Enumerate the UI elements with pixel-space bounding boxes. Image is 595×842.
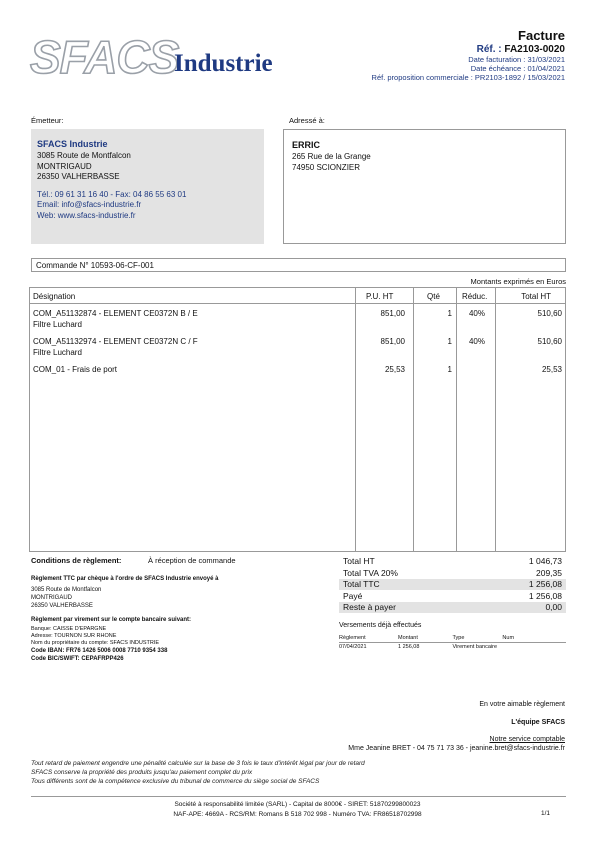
total-value: 209,35 [536,567,562,578]
recipient-address-2: 74950 SCIONZIER [292,162,361,172]
footer-line-2: NAF-APE: 4669A - RCS/RM: Romans B 518 702 998 - Numéro TVA: FR86518702998 [173,811,422,818]
due-date: Date échéance : 01/04/2021 [470,64,565,73]
footer [0,800,595,820]
items-table [29,287,566,552]
conditions-value: À réception de commande [148,556,236,565]
legal-line-2: SFACS conserve la propriété des produits jusqu'au paiement complet du prix [31,769,253,776]
transfer-title: Règlement par virement sur le compte bancaire suivant: [31,617,192,623]
payments-table [339,634,566,651]
payments-header: Num [502,634,566,643]
total-label: Total TVA 20% [343,567,398,578]
legal-line-3: Tous différents sont de la compétence exclusive du tribunal de commerce du siège social de SFACS [31,778,320,785]
invoice-ref [372,44,565,55]
row-designation: COM_A51132874 - ELEMENT CE0372N B / E [33,309,198,318]
total-label: Total HT [343,556,375,566]
row-subtitle: Filtre Luchard [33,320,82,329]
closing-team: L'équipe SFACS [511,719,565,726]
column-divider [413,288,414,551]
header-pu: P.U. HT [366,292,394,301]
header-designation: Désignation [33,292,76,301]
sender-address-3: 26350 VALHERBASSE [37,172,120,181]
company-logo [30,31,290,84]
logo-brand: SFACS [30,31,179,83]
row-pu: 851,00 [380,309,405,318]
row-subtitle: Filtre Luchard [33,348,82,357]
closing-block [348,700,565,753]
table-header [30,288,565,304]
currency-note: Montants exprimés en Euros [470,277,566,286]
paid-row [339,591,566,603]
recipient-box [283,129,566,244]
bank-address: Adresse: TOURNON SUR RHONE [31,633,117,639]
header-qte: Qté [427,292,440,301]
row-qte: 1 [447,365,452,374]
total-tva-row [339,568,566,580]
footer-divider [31,796,566,797]
total-value: 1 046,73 [528,556,562,566]
row-qte: 1 [447,337,452,346]
payments-header: Montant [398,634,452,643]
row-reduc: 40% [468,309,485,318]
conditions-label: Conditions de règlement: [31,556,122,565]
recipient-address-1: 265 Rue de la Grange [292,152,371,161]
cheque-address-1: 3085 Route de Montfalcon [31,587,102,593]
invoice-ref-label: Réf. : [476,44,502,55]
closing-greeting: En votre aimable règlement [479,701,565,708]
total-label: Total TTC [343,579,380,589]
bic: Code BIC/SWIFT: CEPAFRPP426 [31,656,124,662]
closing-service: Notre service comptable [489,736,565,743]
proposal-ref: Réf. proposition commerciale : PR2103-1892 / 15/03/2021 [371,73,565,82]
totals-block [339,556,566,614]
iban: Code IBAN: FR76 1426 5006 0008 7710 9354 338 [31,648,168,654]
legal-line-1: Tout retard de paiement engendre une pénalité calculée sur la base de 3 fois le taux d'intérêt légal par jour de retard [31,760,365,767]
row-pu: 25,53 [384,365,405,374]
invoice-title: Facture [518,28,565,43]
footer-line-1: Société à responsabilité limitée (SARL) - Capital de 8000€ - SIRET: 51870299800023 [174,801,421,808]
sender-name: SFACS Industrie [37,139,108,149]
row-total: 510,60 [537,337,562,346]
invoice-header [372,28,565,82]
header-reduc: Réduc. [462,292,488,301]
payment-amount: 1 256,08 [398,644,420,650]
sender-web[interactable]: Web: www.sfacs-industrie.fr [37,210,136,220]
account-owner: Nom du propriétaire du compte: SFACS INDUSTRIE [31,640,160,646]
payments-made [339,622,566,651]
invoice-date: Date facturation : 31/03/2021 [468,55,565,64]
sender-email[interactable]: Email: info@sfacs-industrie.fr [37,200,142,209]
payment-date: 07/04/2021 [339,644,367,650]
invoice-ref-value: FA2103-0020 [504,44,565,55]
payment-num [502,643,566,652]
payments-title: Versements déjà effectués [339,622,422,629]
recipient-label: Adressé à: [289,116,325,125]
cheque-address-2: MONTRIGAUD [31,595,72,601]
total-label: Payé [343,590,363,601]
total-ht-row [339,556,566,568]
bank-name: Banque: CAISSE D'EPARGNE [31,626,107,632]
payments-row [339,643,566,652]
row-pu: 851,00 [380,337,405,346]
column-divider [456,288,457,551]
payments-header: Règlement [339,634,398,643]
row-designation: COM_01 - Frais de port [33,365,118,374]
order-number: Commande N° 10593-06-CF-001 [31,258,566,272]
row-total: 25,53 [541,365,562,374]
header-total: Total HT [521,292,551,301]
sender-box [31,129,264,244]
row-qte: 1 [447,309,452,318]
sender-phone: Tél.: 09 61 31 16 40 - Fax: 04 86 55 63 01 [37,189,187,199]
cheque-title: Règlement TTC par chèque à l'ordre de SFACS Industrie envoyé à [31,576,219,582]
logo-suffix: Industrie [174,50,273,77]
recipient-name: ERRIC [292,140,321,150]
row-designation: COM_A51132974 - ELEMENT CE0372N C / F [33,337,198,346]
row-total: 510,60 [537,309,562,318]
cheque-address-3: 26350 VALHERBASSE [31,603,93,609]
total-label: Reste à payer [343,602,396,612]
row-reduc: 40% [468,337,485,346]
page-number: 1/1 [540,810,550,817]
sender-label: Émetteur: [31,116,64,125]
remaining-row [339,602,566,614]
payments-header: Type [452,634,502,643]
column-divider [495,288,496,551]
total-value: 1 256,08 [528,579,562,589]
payment-conditions [31,556,321,663]
legal-notes [31,759,365,786]
total-value: 0,00 [545,602,562,612]
total-value: 1 256,08 [528,590,562,601]
closing-contact: Mme Jeanine BRET - 04 75 71 73 36 - jeanine.bret@sfacs-industrie.fr [348,745,565,752]
sender-address-1: 3085 Route de Montfalcon [37,151,131,160]
payment-type: Virement bancaire [452,644,498,650]
sender-address-2: MONTRIGAUD [37,161,92,171]
total-ttc-row [339,579,566,591]
column-divider [355,288,356,551]
